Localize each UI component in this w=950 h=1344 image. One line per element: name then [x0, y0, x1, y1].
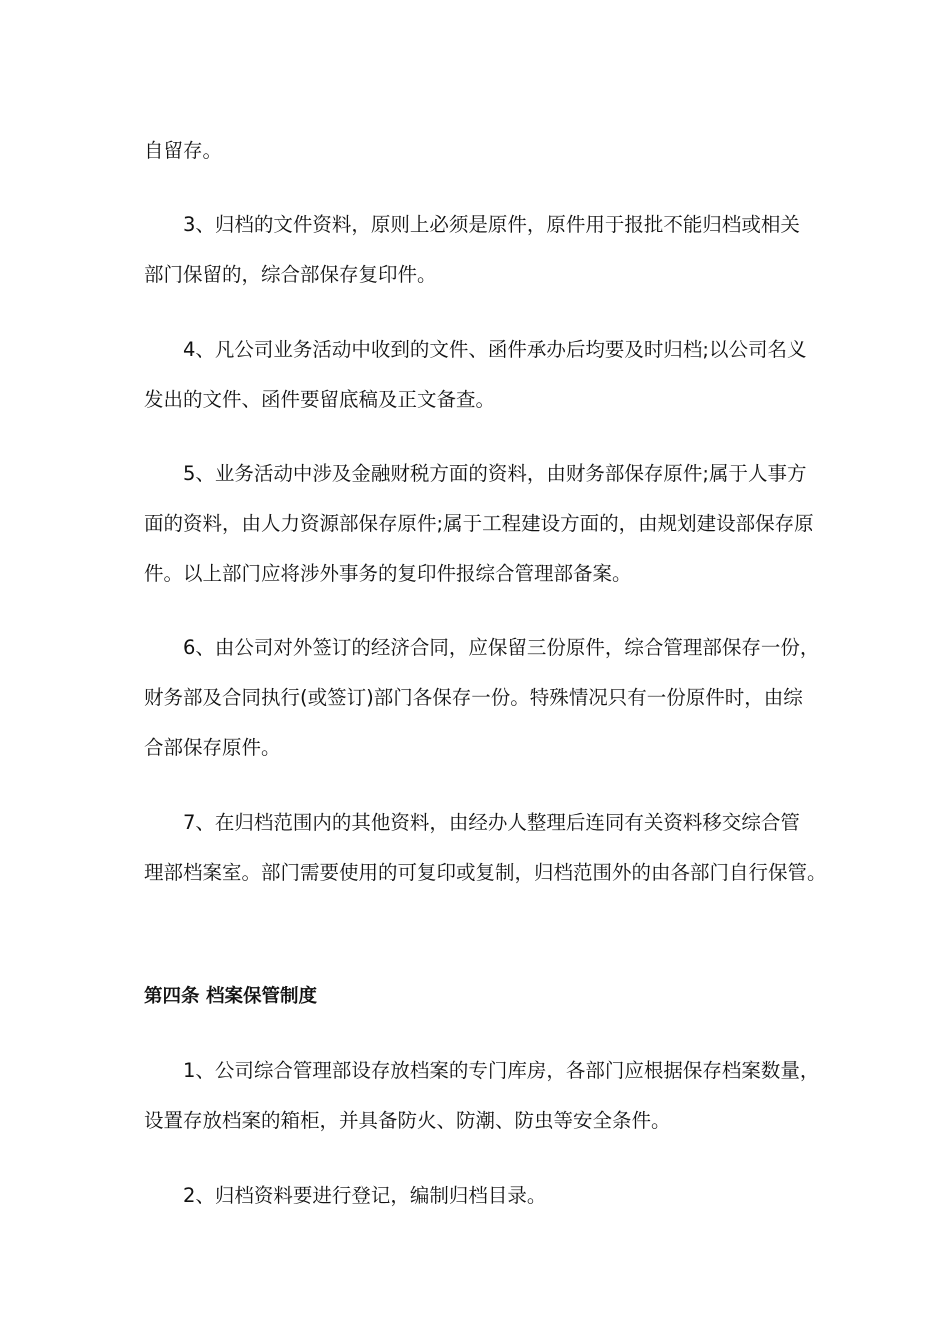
paragraph-continuation: 自留存。: [144, 139, 223, 162]
paragraph-3-line-1: 3、归档的文件资料，原则上必须是原件，原件用于报批不能归档或相关: [183, 213, 800, 236]
section-heading: 第四条 档案保管制度: [144, 986, 317, 1007]
paragraph-4-line-2: 发出的文件、函件要留底稿及正文备查。: [144, 388, 496, 411]
paragraph-7-line-2: 理部档案室。部门需要使用的可复印或复制，归档范围外的由各部门自行保管。: [144, 861, 827, 884]
paragraph-7-line-1: 7、在归档范围内的其他资料，由经办人整理后连同有关资料移交综合管: [183, 811, 800, 834]
paragraph-6-line-2: 财务部及合同执行(或签订)部门各保存一份。特殊情况只有一份原件时，由综: [144, 686, 803, 709]
paragraph-4-line-1: 4、凡公司业务活动中收到的文件、函件承办后均要及时归档;以公司名义: [183, 338, 807, 361]
paragraph-6-line-3: 合部保存原件。: [144, 736, 281, 759]
section-4-item-1-line-2: 设置存放档案的箱柜，并具备防火、防潮、防虫等安全条件。: [144, 1109, 671, 1132]
paragraph-3-line-2: 部门保留的，综合部保存复印件。: [144, 263, 437, 286]
paragraph-5-line-3: 件。以上部门应将涉外事务的复印件报综合管理部备案。: [144, 562, 632, 585]
paragraph-6-line-1: 6、由公司对外签订的经济合同，应保留三份原件，综合管理部保存一份，: [183, 636, 820, 659]
section-4-item-2-line-1: 2、归档资料要进行登记，编制归档目录。: [183, 1184, 547, 1207]
section-4-item-1-line-1: 1、公司综合管理部设存放档案的专门库房，各部门应根据保存档案数量，: [183, 1059, 820, 1082]
paragraph-5-line-1: 5、业务活动中涉及金融财税方面的资料，由财务部保存原件;属于人事方: [183, 462, 807, 485]
paragraph-5-line-2: 面的资料，由人力资源部保存原件;属于工程建设方面的，由规划建设部保存原: [144, 512, 814, 535]
